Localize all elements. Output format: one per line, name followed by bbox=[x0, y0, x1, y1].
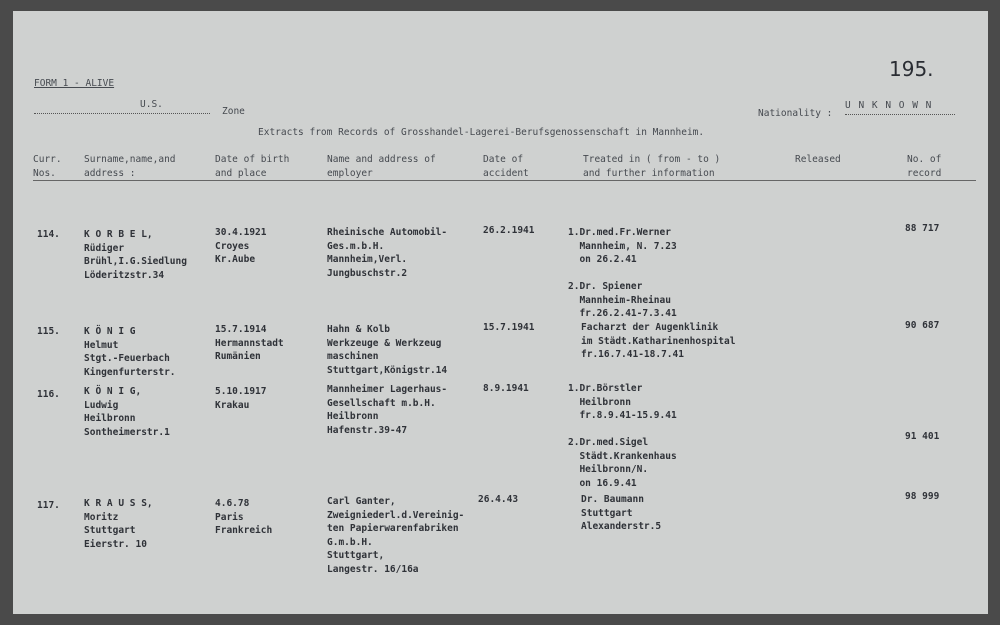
row-record: 91 401 bbox=[905, 431, 940, 442]
document-title: Extracts from Records of Grosshandel-Lagerei-Berufsgenossenschaft in Mannheim. bbox=[258, 127, 705, 138]
zone-value: U.S. bbox=[140, 99, 163, 110]
nationality-label: Nationality : bbox=[758, 108, 833, 119]
col-record: No. of record bbox=[907, 154, 942, 179]
row-employer: Mannheimer Lagerhaus- Gesellschaft m.b.H. Heilbronn Hafenstr.39-47 bbox=[327, 384, 448, 436]
page-number: 195. bbox=[889, 57, 934, 81]
nationality-dotted-line bbox=[845, 114, 955, 115]
header-rule bbox=[33, 180, 976, 181]
zone-label: Zone bbox=[222, 106, 245, 117]
row-accident: 26.4.43 bbox=[478, 494, 519, 505]
row-number: 115. bbox=[37, 326, 60, 337]
row-accident: 26.2.1941 bbox=[483, 225, 535, 236]
col-surname: Surname,name,and address : bbox=[84, 154, 176, 179]
row-record: 98 999 bbox=[905, 491, 940, 502]
row-employer: Rheinische Automobil- Ges.m.b.H. Mannheim,Verl. Jungbuschstr.2 bbox=[327, 227, 448, 279]
row-treated: Dr. Baumann Stuttgart Alexanderstr.5 bbox=[581, 494, 662, 532]
row-birth: 5.10.1917 Krakau bbox=[215, 386, 267, 411]
zone-dotted-line bbox=[34, 113, 210, 114]
col-curr-nos: Curr. Nos. bbox=[33, 154, 62, 179]
row-accident: 8.9.1941 bbox=[483, 383, 529, 394]
row-birth: 30.4.1921 Croyes Kr.Aube bbox=[215, 227, 267, 265]
nationality-value: U N K N O W N bbox=[845, 100, 933, 111]
col-treated: Treated in ( from - to ) and further information bbox=[583, 154, 721, 179]
col-employer: Name and address of employer bbox=[327, 154, 436, 179]
row-number: 114. bbox=[37, 229, 60, 240]
row-name-address: K Ö N I G, Ludwig Heilbronn Sontheimerstr.1 bbox=[84, 386, 170, 438]
row-treated: Facharzt der Augenklinik im Städt.Katharinenhospital fr.16.7.41-18.7.41 bbox=[581, 322, 736, 360]
row-record: 88 717 bbox=[905, 223, 940, 234]
row-name-address: K Ö N I G Helmut Stgt.-Feuerbach Kingenfurterstr. bbox=[84, 326, 176, 378]
row-employer: Hahn & Kolb Werkzeuge & Werkzeug maschinen Stuttgart,Königstr.14 bbox=[327, 324, 448, 376]
row-record: 90 687 bbox=[905, 320, 940, 331]
form-label: FORM 1 - ALIVE bbox=[34, 78, 115, 89]
row-number: 117. bbox=[37, 500, 60, 511]
row-birth: 15.7.1914 Hermannstadt Rumänien bbox=[215, 324, 284, 362]
row-accident: 15.7.1941 bbox=[483, 322, 535, 333]
row-name-address: K O R B E L, Rüdiger Brühl,I.G.Siedlung Löderitzstr.34 bbox=[84, 229, 187, 281]
row-number: 116. bbox=[37, 389, 60, 400]
row-birth: 4.6.78 Paris Frankreich bbox=[215, 498, 273, 536]
row-employer: Carl Ganter, Zweigniederl.d.Vereinig- ten Papierwarenfabriken G.m.b.H. Stuttgart, Langestr. 16/16a bbox=[327, 496, 465, 575]
row-treated: 1.Dr.Börstler Heilbronn fr.8.9.41-15.9.41 2.Dr.med.Sigel Städt.Krankenhaus Heilbronn/N. on 16.9.41 bbox=[568, 383, 677, 489]
col-released: Released bbox=[795, 154, 841, 165]
row-name-address: K R A U S S, Moritz Stuttgart Eierstr. 10 bbox=[84, 498, 153, 550]
row-treated: 1.Dr.med.Fr.Werner Mannheim, N. 7.23 on 26.2.41 2.Dr. Spiener Mannheim-Rheinau fr.26.2.41-7.3.41 bbox=[568, 227, 677, 319]
col-accident: Date of accident bbox=[483, 154, 529, 179]
col-birth: Date of birth and place bbox=[215, 154, 290, 179]
